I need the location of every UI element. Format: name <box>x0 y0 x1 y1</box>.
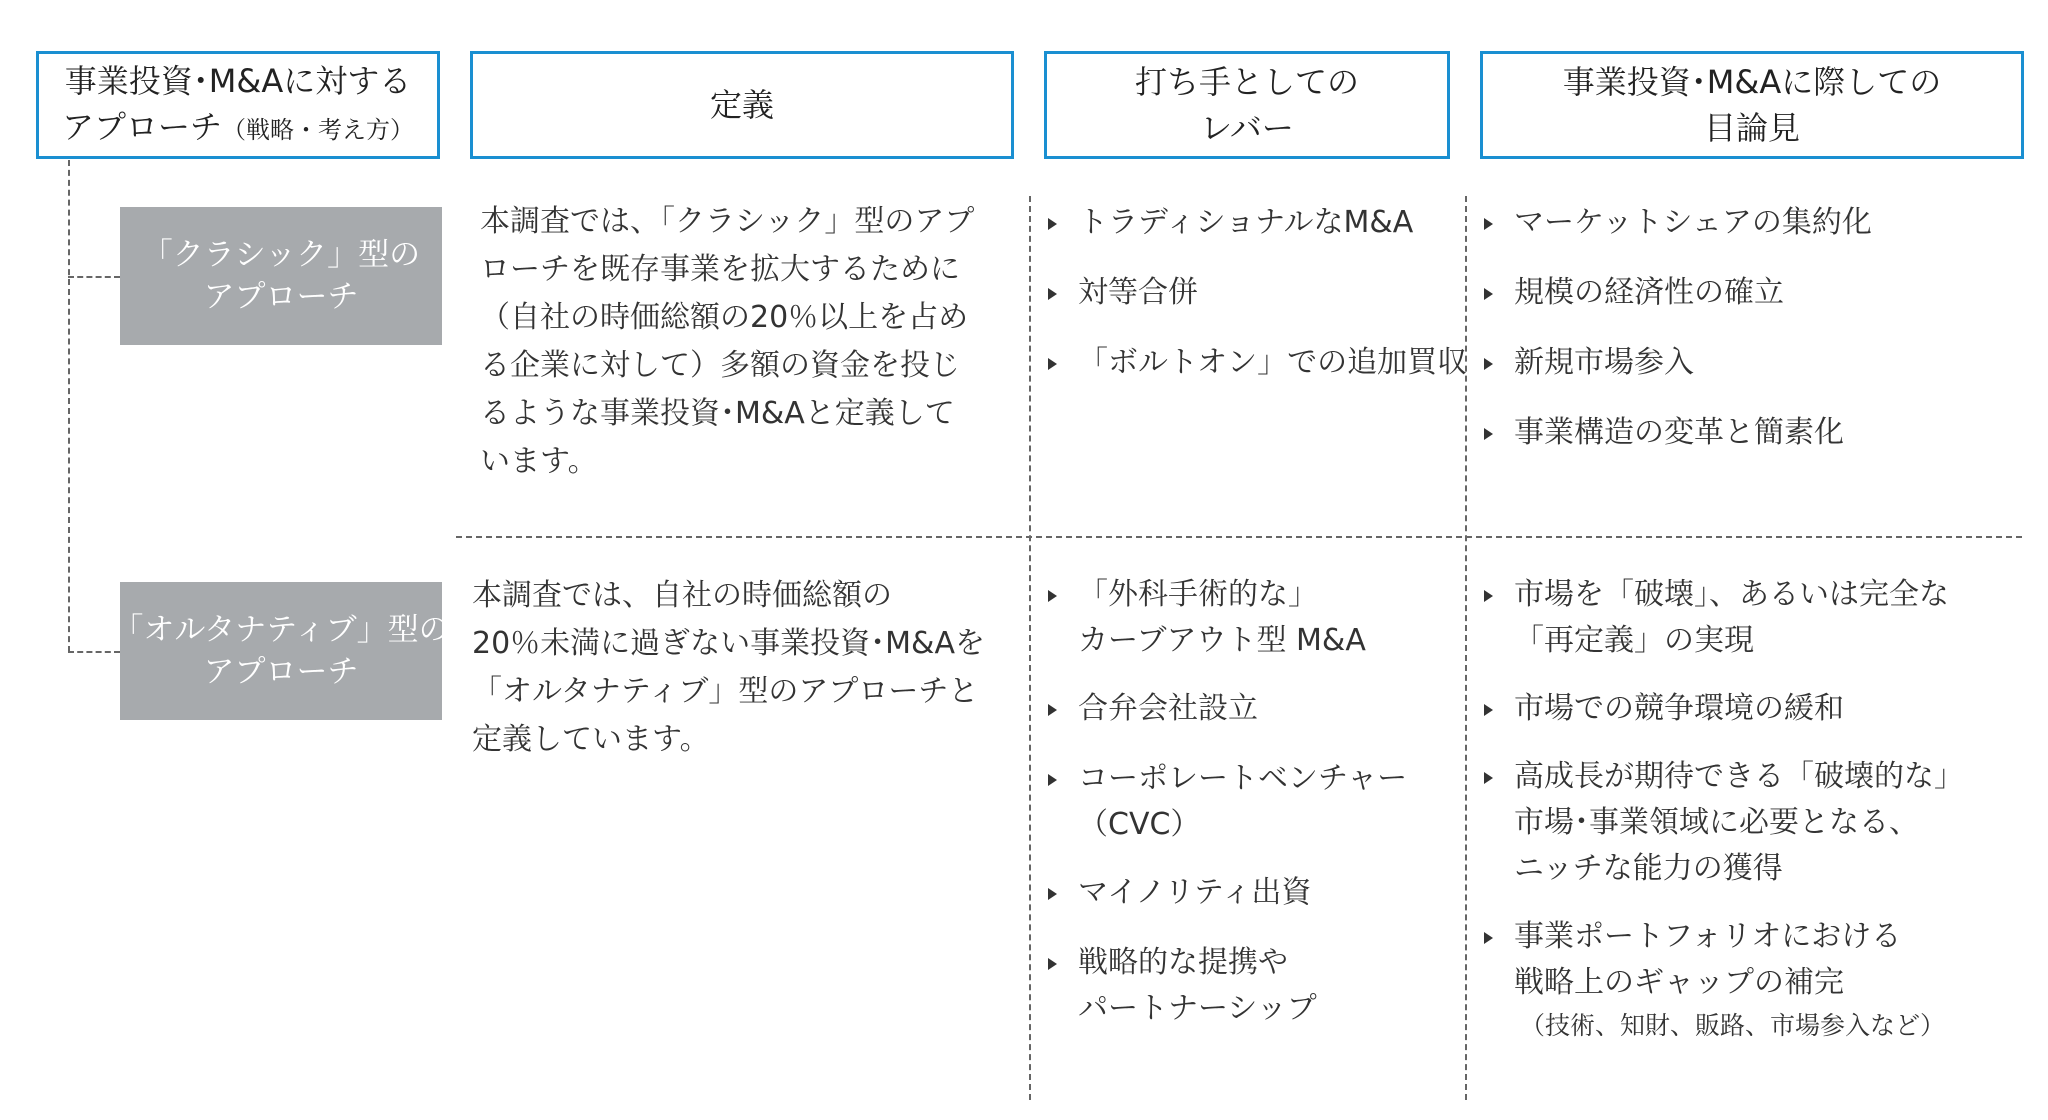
alternative-definition-line: 20％未満に過ぎない事業投資･M&Aを <box>472 626 985 661</box>
tree-connector-vertical <box>68 160 70 652</box>
lever-item: 合弁会社設立 <box>1044 686 1444 732</box>
header-definition-label: 定義 <box>709 86 774 124</box>
outlook-item: 市場での競争環境の緩和 <box>1480 686 2020 732</box>
outlook-item: 新規市場参入 <box>1480 340 2020 386</box>
outlook-item: 規模の経済性の確立 <box>1480 270 2020 316</box>
header-lever <box>1044 51 1450 159</box>
classic-approach-label <box>120 207 442 345</box>
tree-connector-alternative <box>68 651 120 653</box>
outlook-item-note: （技術、知財、販路、市場参入など） <box>1520 1011 1946 1040</box>
column-divider-2 <box>1465 196 1467 1100</box>
outlook-item: 事業構造の変革と簡素化 <box>1480 410 2020 456</box>
classic-definition-line: るような事業投資･M&Aと定義して <box>480 396 955 431</box>
classic-outlook-list <box>1480 200 2020 456</box>
classic-label-line1: 「クラシック」型の <box>141 237 421 273</box>
alternative-lever-list <box>1044 572 1444 1032</box>
alternative-definition-line: 「オルタナティブ」型のアプローチと <box>472 674 979 709</box>
lever-item: コーポレートベンチャー （CVC） <box>1044 756 1444 848</box>
row-divider <box>456 536 2022 538</box>
classic-definition-line: 本調査では、「クラシック」型のアプ <box>480 204 975 239</box>
lever-item: 対等合併 <box>1044 270 1444 316</box>
header-approach-note: （戦略・考え方） <box>222 115 414 144</box>
header-outlook-line1: 事業投資･M&Aに際しての <box>1562 63 1942 101</box>
alternative-definition-line: 定義しています。 <box>472 722 710 757</box>
column-divider-1 <box>1029 196 1031 1100</box>
alternative-outlook-list <box>1480 572 2020 1046</box>
alternative-approach-label <box>112 582 450 720</box>
header-definition <box>470 51 1014 159</box>
lever-item: トラディショナルなM&A <box>1044 200 1444 246</box>
header-approach-line2: アプローチ <box>61 107 222 146</box>
lever-item: 「外科手術的な」 カーブアウト型 M&A <box>1044 572 1444 664</box>
alternative-label-line2: アプローチ <box>203 654 359 690</box>
classic-definition-line: る企業に対して）多額の資金を投じ <box>480 348 960 383</box>
classic-definition-line: います。 <box>480 444 598 479</box>
header-approach-line1: 事業投資･M&Aに対する <box>64 61 412 100</box>
classic-definition-line: （自社の時価総額の20％以上を占め <box>480 300 969 335</box>
header-lever-line1: 打ち手としての <box>1134 63 1359 101</box>
lever-item: 戦略的な提携や パートナーシップ <box>1044 940 1444 1032</box>
classic-definition <box>480 198 1010 486</box>
lever-item: マイノリティ出資 <box>1044 870 1444 916</box>
alternative-definition <box>472 572 1012 764</box>
alternative-label-line1: 「オルタナティブ」型の <box>112 612 450 648</box>
header-outlook <box>1480 51 2024 159</box>
tree-connector-classic <box>68 276 120 278</box>
outlook-item: マーケットシェアの集約化 <box>1480 200 2020 246</box>
classic-lever-list <box>1044 200 1468 386</box>
outlook-item: 市場を「破壊」、あるいは完全な 「再定義」の実現 <box>1480 572 2020 664</box>
header-outlook-line2: 目論見 <box>1703 109 1800 147</box>
lever-item: 「ボルトオン」での追加買収 <box>1044 340 1444 386</box>
outlook-item: 事業ポートフォリオにおける 戦略上のギャップの補完 （技術、知財、販路、市場参入など） <box>1480 914 2020 1046</box>
header-approach <box>36 51 440 159</box>
classic-definition-line: ローチを既存事業を拡大するために <box>480 252 960 287</box>
classic-label-line2: アプローチ <box>203 279 359 315</box>
outlook-item: 高成長が期待できる「破壊的な」 市場･事業領域に必要となる、 ニッチな能力の獲得 <box>1480 754 2020 892</box>
header-lever-line2: レバー <box>1200 109 1294 147</box>
alternative-definition-line: 本調査では、自社の時価総額の <box>472 578 892 613</box>
